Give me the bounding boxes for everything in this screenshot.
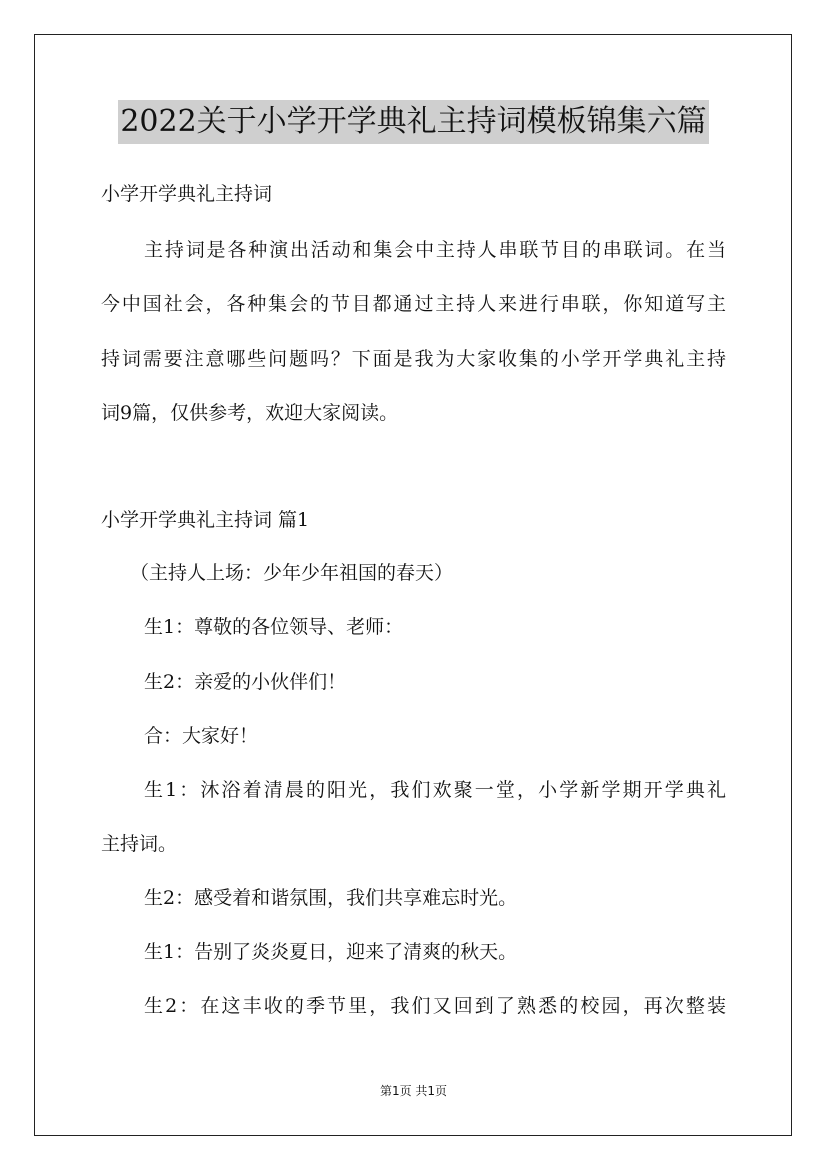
page-footer: 第1页 共1页: [379, 1084, 448, 1098]
section-heading: 小学开学典礼主持词: [101, 183, 273, 205]
title-container: [0, 100, 827, 144]
intro-line-4: 词9篇，仅供参考，欢迎大家阅读。: [101, 402, 399, 424]
body-line-6: 主持词。: [101, 833, 178, 855]
body-line-4: 合：大家好！: [144, 725, 259, 747]
body-line-2: 生1：尊敬的各位领导、老师：: [144, 616, 404, 638]
intro-line-1: 主持词是各种演出活动和集会中主持人串联节目的串联词。在当: [144, 239, 726, 261]
document-title: 2022关于小学开学典礼主持词模板锦集六篇: [118, 100, 708, 144]
body-line-3: 生2：亲爱的小伙伴们！: [144, 671, 347, 693]
body-line-7: 生2：感受着和谐氛围，我们共享难忘时光。: [144, 887, 518, 909]
body-line-1: （主持人上场：少年少年祖国的春天）: [130, 562, 454, 584]
intro-line-3: 持词需要注意哪些问题吗？下面是我为大家收集的小学开学典礼主持: [101, 348, 726, 370]
body-line-9: 生2：在这丰收的季节里，我们又回到了熟悉的校园，再次整装: [144, 995, 726, 1017]
intro-line-2: 今中国社会，各种集会的节目都通过主持人来进行串联，你知道写主: [101, 293, 726, 315]
body-line-8: 生1：告别了炎炎夏日，迎来了清爽的秋天。: [144, 941, 518, 963]
part-heading: 小学开学典礼主持词 篇1: [101, 509, 310, 531]
body-line-5: 生1：沐浴着清晨的阳光，我们欢聚一堂，小学新学期开学典礼: [144, 779, 726, 801]
